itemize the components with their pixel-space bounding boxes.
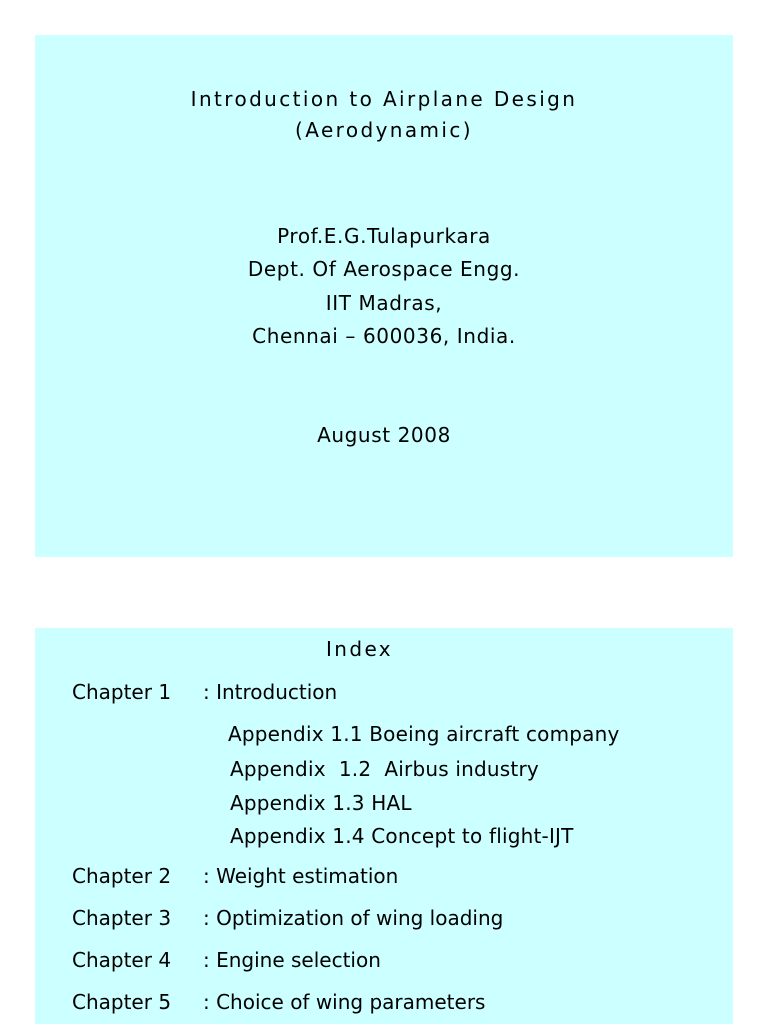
index-heading: Index — [325, 637, 394, 661]
document-title: Introduction to Airplane Design — [190, 87, 578, 111]
chapter-title: : Choice of wing parameters — [203, 990, 486, 1014]
appendix-item: Appendix 1.2 Airbus industry — [230, 757, 539, 781]
author-department: Dept. Of Aerospace Engg. — [247, 257, 521, 281]
title-slide — [35, 35, 733, 557]
chapter-number: Chapter 2 — [72, 864, 172, 888]
chapter-number: Chapter 4 — [72, 948, 172, 972]
chapter-title: : Optimization of wing loading — [203, 906, 504, 930]
author-address: Chennai – 600036, India. — [252, 324, 516, 348]
chapter-number: Chapter 3 — [72, 906, 172, 930]
appendix-item: Appendix 1.1 Boeing aircraft company — [228, 722, 620, 746]
index-slide — [35, 628, 733, 1024]
chapter-number: Chapter 1 — [72, 680, 172, 704]
chapter-row — [72, 948, 381, 972]
chapter-title: : Engine selection — [203, 948, 381, 972]
chapter-row — [72, 864, 398, 888]
author-name: Prof.E.G.Tulapurkara — [277, 224, 491, 248]
author-institute: IIT Madras, — [325, 291, 443, 315]
chapter-title: : Introduction — [203, 680, 338, 704]
appendix-item: Appendix 1.3 HAL — [230, 791, 412, 815]
chapter-number: Chapter 5 — [72, 990, 172, 1014]
chapter-row — [72, 906, 503, 930]
chapter-title: : Weight estimation — [203, 864, 399, 888]
chapter-row — [72, 680, 337, 704]
appendix-item: Appendix 1.4 Concept to flight-IJT — [230, 824, 574, 848]
publication-date: August 2008 — [317, 423, 451, 447]
document-subtitle: (Aerodynamic) — [295, 118, 473, 142]
chapter-row — [72, 990, 485, 1014]
